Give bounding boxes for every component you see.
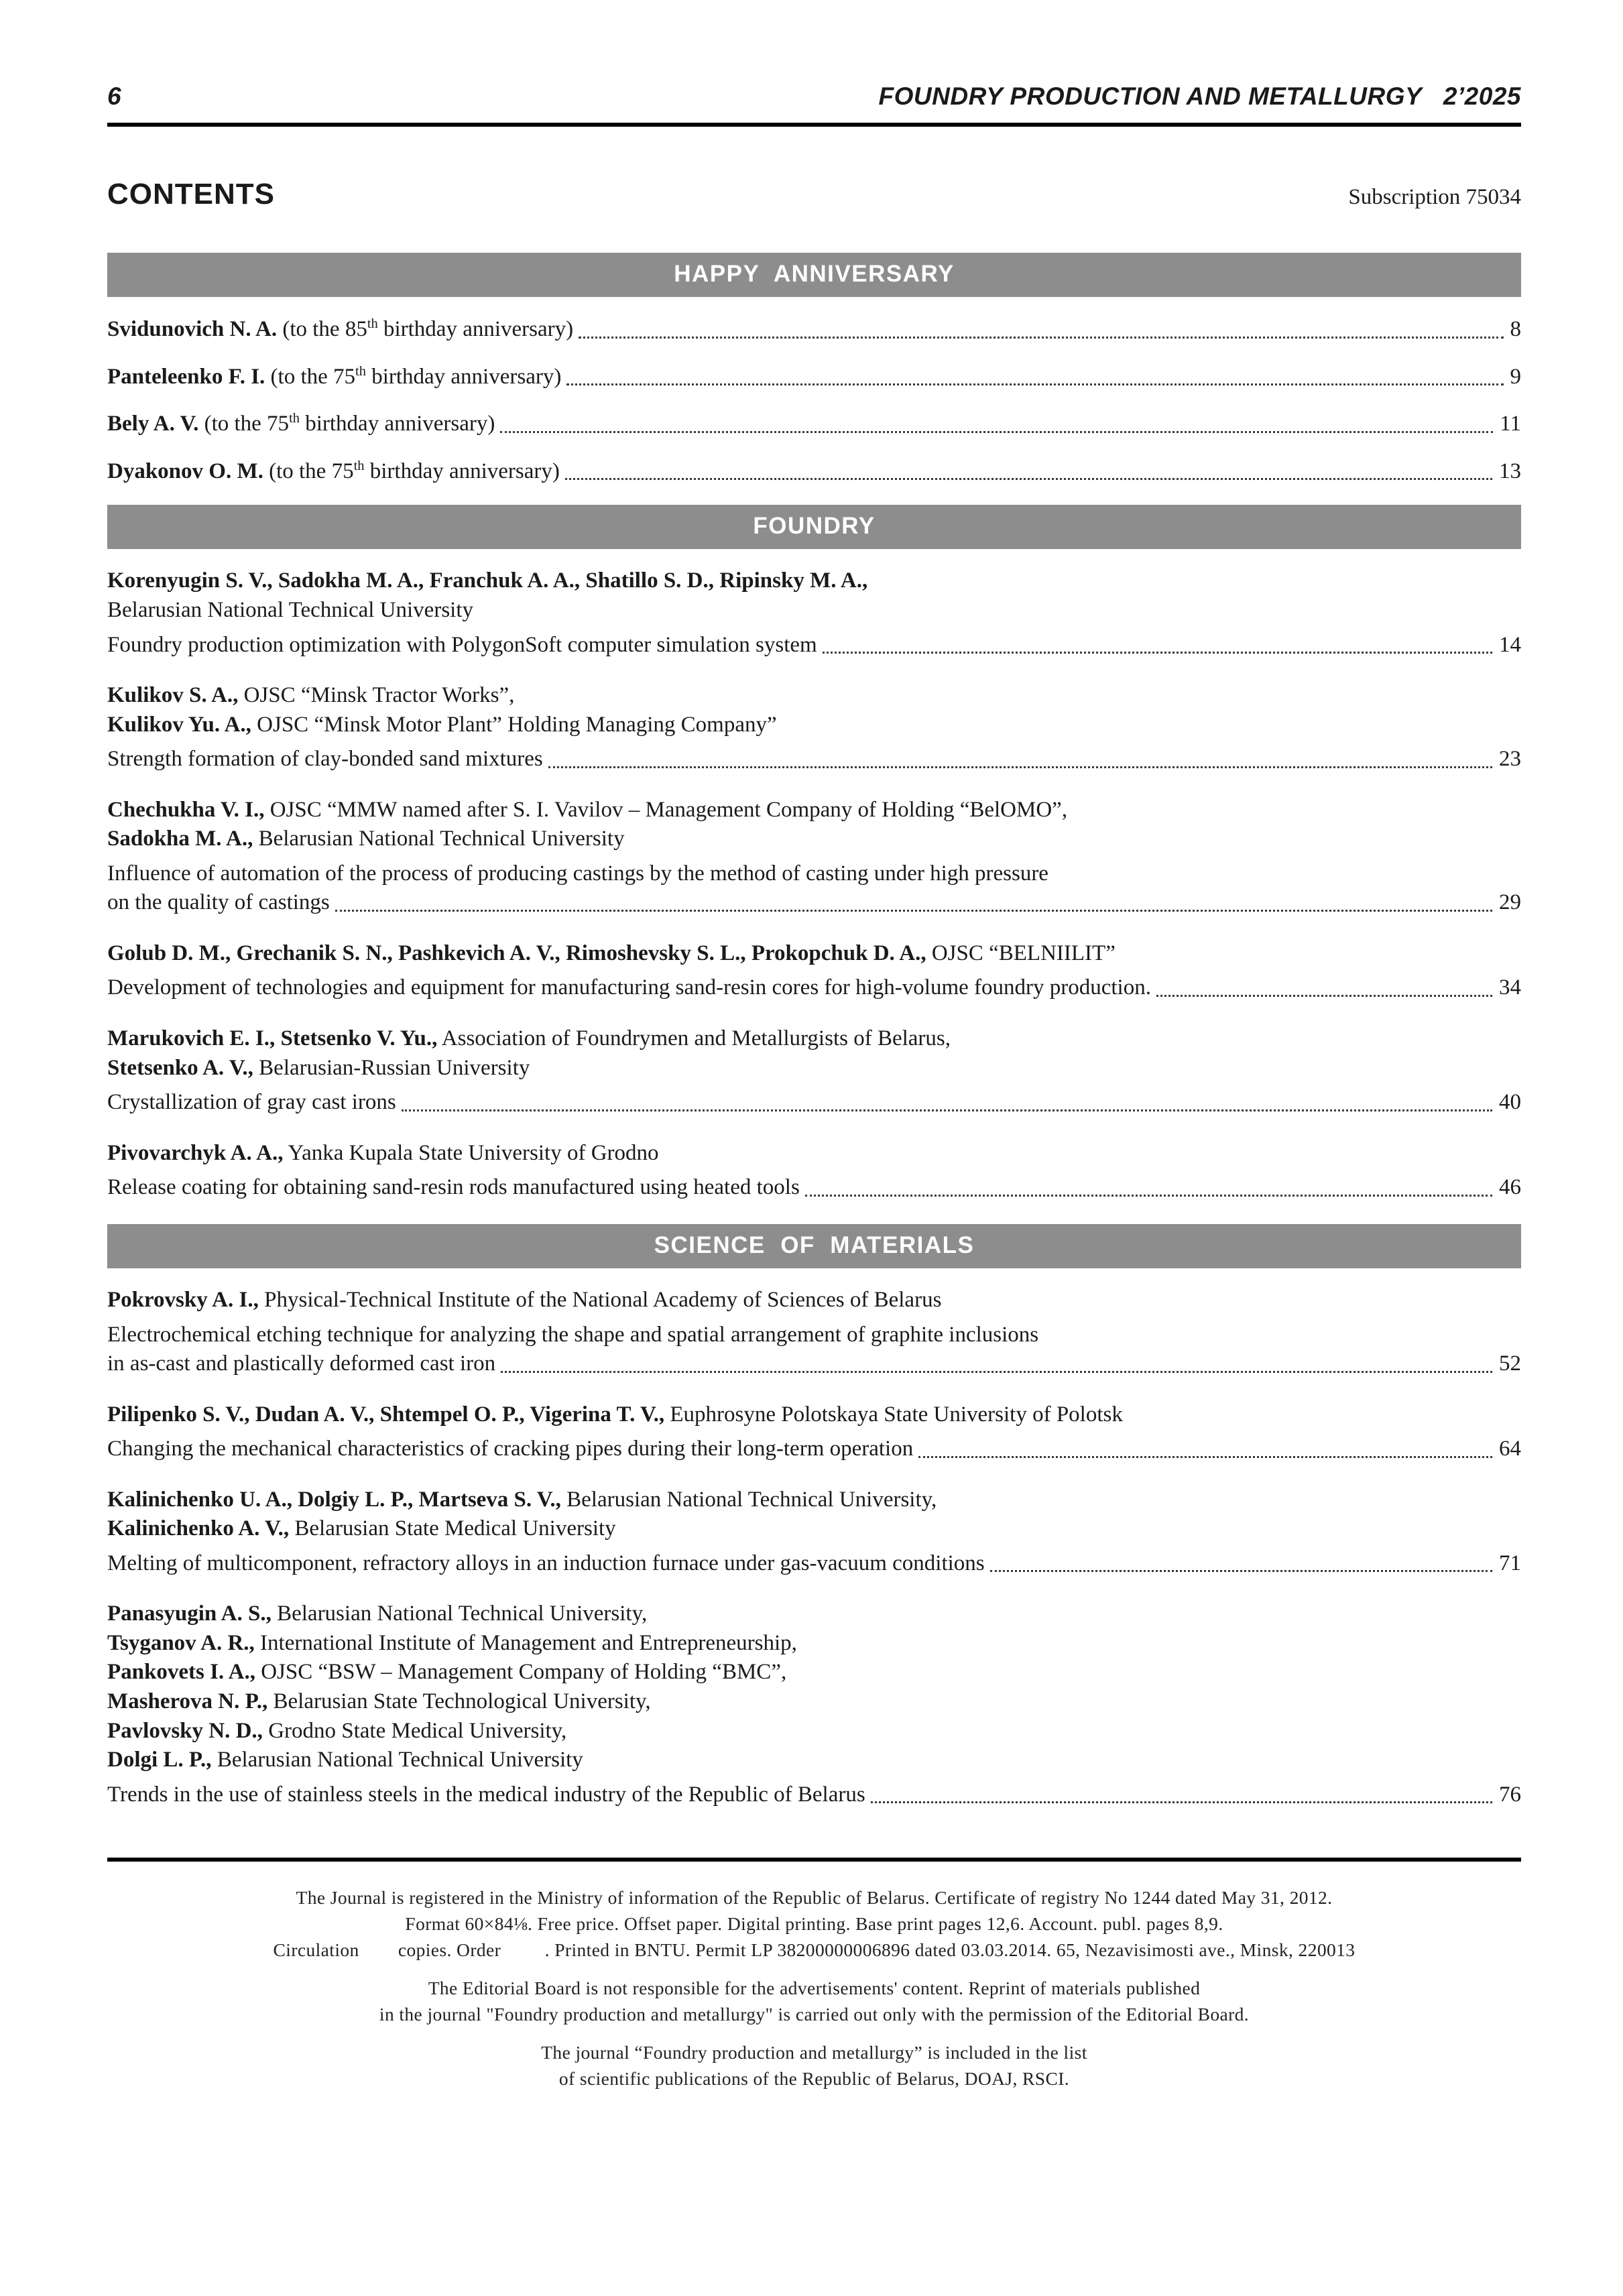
dot-leader	[500, 431, 1493, 433]
author-names: Pavlovsky N. D.,	[107, 1718, 263, 1743]
author-affiliation: OJSC “Minsk Motor Plant” Holding Managing Company”	[251, 712, 777, 737]
toc-entry	[107, 1486, 1521, 1579]
imprint-indexing	[107, 2039, 1521, 2092]
imprint-line: in the journal "Foundry production and metallurgy" is carried out only with the permission of the Editorial Board.	[379, 2004, 1250, 2025]
dot-leader	[918, 1456, 1492, 1458]
entry-title-row	[107, 1088, 1521, 1117]
entry-text	[107, 410, 495, 439]
author-names: Dolgi L. P.,	[107, 1748, 212, 1772]
entry-page-number: 64	[1499, 1437, 1521, 1461]
imprint-disclaimer	[107, 1975, 1521, 2027]
author-names: Marukovich E. I., Stetsenko V. Yu.,	[107, 1026, 438, 1051]
ordinal-suffix: th	[353, 458, 365, 473]
dot-leader	[335, 910, 1492, 912]
entry-authors	[107, 1054, 1521, 1083]
entry-title-row	[107, 1780, 1521, 1810]
author-affiliation: Belarusian National Technical University,	[271, 1602, 648, 1626]
entry-page-number: 52	[1499, 1351, 1521, 1376]
imprint-line: The journal “Foundry production and metallurgy” is included in the list	[541, 2042, 1087, 2063]
toc-entry	[107, 1400, 1521, 1464]
footer-rule	[107, 1858, 1521, 1862]
author-names: Pankovets I. A.,	[107, 1660, 255, 1685]
entry-authors	[107, 1629, 1521, 1658]
entry-title-row	[107, 1173, 1521, 1203]
author-names: Pivovarchyk A. A.,	[107, 1140, 284, 1165]
entry-authors	[107, 711, 1521, 740]
entry-author: Dyakonov O. M.	[107, 459, 263, 483]
entry-title: Melting of multicomponent, refractory alloys in an induction furnace under gas-vacuum conditions	[107, 1551, 985, 1575]
entry-author: Bely A. V.	[107, 412, 199, 436]
entry-title: Release coating for obtaining sand-resin rods manufactured using heated tools	[107, 1175, 800, 1200]
author-names: Kulikov Yu. A.,	[107, 712, 251, 737]
entry-title-row	[107, 1549, 1521, 1579]
entry-title: Strength formation of clay-bonded sand mixtures	[107, 747, 543, 772]
entry-title-row	[107, 973, 1521, 1003]
dot-leader	[823, 652, 1492, 654]
entry-authors	[107, 566, 1521, 596]
entry-title: Foundry production optimization with PolygonSoft computer simulation system	[107, 632, 817, 657]
author-affiliation: Belarusian State Medical University	[289, 1516, 616, 1541]
author-affiliation: Belarusian National Technical University	[211, 1748, 583, 1772]
author-affiliation: Association of Foundrymen and Metallurgists of Belarus,	[437, 1026, 951, 1051]
contents-heading: CONTENTS	[107, 177, 275, 210]
entry-authors	[107, 681, 1521, 711]
imprint-line: The Journal is registered in the Ministry of information of the Republic of Belarus. Certificate of registry No 1244 dated May 31, 2012.	[296, 1887, 1333, 1909]
author-affiliation: Belarusian National Technical University	[107, 598, 473, 623]
entry-authors	[107, 1514, 1521, 1544]
author-names: Panasyugin A. S.,	[107, 1602, 272, 1626]
author-affiliation: International Institute of Management and Entrepreneurship,	[254, 1630, 797, 1655]
entry-author: Svidunovich N. A.	[107, 317, 278, 342]
entry-authors	[107, 596, 1521, 625]
entry-authors	[107, 825, 1521, 854]
author-names: Pokrovsky A. I.,	[107, 1287, 259, 1312]
entry-authors	[107, 1024, 1521, 1054]
author-affiliation: OJSC “BELNIILIT”	[926, 941, 1116, 965]
ordinal-suffix: th	[355, 363, 366, 379]
entry-authors	[107, 1717, 1521, 1746]
entry-page-number: 40	[1499, 1090, 1521, 1115]
entry-title-row	[107, 888, 1521, 918]
entry-title-first-line: Electrochemical etching technique for analyzing the shape and spatial arrangement of graphite inclusions	[107, 1322, 1039, 1347]
author-affiliation: Belarusian National Technical University,	[560, 1487, 937, 1512]
dot-leader	[501, 1371, 1492, 1373]
entry-desc-post: birthday anniversary)	[365, 364, 562, 389]
running-header	[107, 80, 1521, 113]
section-banner-happy-anniversary: HAPPY ANNIVERSARY	[107, 253, 1521, 297]
entry-page-number: 76	[1499, 1782, 1521, 1807]
dot-leader	[805, 1195, 1492, 1197]
toc-entry	[107, 457, 1521, 487]
entry-title: Trends in the use of stainless steels in the medical industry of the Republic of Belarus	[107, 1782, 865, 1807]
author-names: Pilipenko S. V., Dudan A. V., Shtempel O. P., Vigerina T. V.,	[107, 1402, 665, 1427]
entry-author: Panteleenko F. I.	[107, 364, 265, 389]
entry-desc: (to the 75	[198, 412, 290, 436]
imprint-footer	[107, 1884, 1521, 2092]
entry-authors	[107, 1599, 1521, 1629]
author-names: Kalinichenko A. V.,	[107, 1516, 290, 1541]
toc-entry	[107, 1139, 1521, 1203]
entry-text	[107, 315, 573, 345]
entry-title: Crystallization of gray cast irons	[107, 1090, 396, 1115]
ordinal-suffix: th	[289, 411, 300, 426]
author-names: Kalinichenko U. A., Dolgiy L. P., Martseva S. V.,	[107, 1487, 561, 1512]
author-affiliation: Grodno State Medical University,	[262, 1718, 567, 1743]
author-names: Korenyugin S. V., Sadokha M. A., Franchuk A. A., Shatillo S. D., Ripinsky M. A.,	[107, 568, 868, 593]
entry-authors	[107, 1687, 1521, 1717]
entry-desc: (to the 75	[265, 364, 356, 389]
entry-authors	[107, 1658, 1521, 1687]
toc-entry	[107, 363, 1521, 392]
dot-leader	[579, 337, 1503, 339]
dot-leader	[565, 478, 1492, 480]
entry-authors	[107, 1139, 1521, 1168]
entry-title-row	[107, 631, 1521, 660]
section-banner-foundry: FOUNDRY	[107, 505, 1521, 549]
entry-desc-post: birthday anniversary)	[364, 459, 560, 483]
author-names: Tsyganov A. R.,	[107, 1630, 255, 1655]
author-names: Sadokha M. A.,	[107, 827, 253, 851]
entry-title-row	[107, 1435, 1521, 1464]
entry-page-number: 34	[1499, 975, 1521, 1000]
author-affiliation: Belarusian-Russian University	[253, 1055, 530, 1080]
author-affiliation: Physical-Technical Institute of the National Academy of Sciences of Belarus	[258, 1287, 942, 1312]
entry-title-row	[107, 745, 1521, 774]
entry-page-number: 8	[1510, 317, 1521, 342]
dot-leader	[871, 1801, 1492, 1803]
dot-leader	[990, 1570, 1492, 1572]
author-names: Masherova N. P.,	[107, 1689, 268, 1713]
entry-authors	[107, 1286, 1521, 1315]
imprint-line: Format 60×84⅛. Free price. Offset paper. Digital printing. Base print pages 12,6. Account. publ. pages 8,9.	[405, 1913, 1223, 1935]
entry-title-first-line: Influence of automation of the process of producing castings by the method of casting under high pressure	[107, 861, 1048, 886]
entry-authors	[107, 1486, 1521, 1515]
toc-entry	[107, 796, 1521, 918]
imprint-line: The Editorial Board is not responsible for the advertisements' content. Reprint of materials published	[428, 1978, 1201, 1999]
toc-entry	[107, 681, 1521, 774]
entry-page-number: 71	[1499, 1551, 1521, 1575]
toc-entry	[107, 566, 1521, 660]
header-rule	[107, 123, 1521, 127]
author-names: Golub D. M., Grechanik S. N., Pashkevich A. V., Rimoshevsky S. L., Prokopchuk D. A.,	[107, 941, 926, 965]
entry-authors	[107, 1746, 1521, 1775]
entry-authors	[107, 796, 1521, 825]
toc-entry	[107, 1599, 1521, 1809]
section-banner-science-of-materials: SCIENCE OF MATERIALS	[107, 1224, 1521, 1268]
author-names: Stetsenko A. V.,	[107, 1055, 253, 1080]
entry-text	[107, 457, 560, 487]
dot-leader	[402, 1109, 1492, 1111]
entry-page-number: 23	[1499, 747, 1521, 772]
imprint-line: Circulation copies. Order . Printed in BNTU. Permit LP 38200000006896 dated 03.03.2014. 65, Nezavisimosti ave., Minsk, 220013	[273, 1939, 1356, 1961]
entry-page-number: 11	[1500, 412, 1521, 436]
toc-entry	[107, 939, 1521, 1003]
entry-authors	[107, 1400, 1521, 1430]
author-affiliation: Belarusian National Technical University	[253, 827, 625, 851]
author-names: Chechukha V. I.,	[107, 797, 265, 822]
dot-leader	[566, 383, 1503, 385]
dot-leader	[548, 766, 1492, 768]
entry-page-number: 13	[1499, 459, 1521, 483]
entry-desc: (to the 85	[277, 317, 367, 342]
author-affiliation: Belarusian State Technological University,	[267, 1689, 651, 1713]
entry-page-number: 29	[1499, 890, 1521, 915]
entry-page-number: 9	[1510, 364, 1521, 389]
author-affiliation: Euphrosyne Polotskaya State University of Polotsk	[664, 1402, 1123, 1427]
ordinal-suffix: th	[367, 316, 378, 332]
toc-entry	[107, 1024, 1521, 1117]
entry-title: Development of technologies and equipment for manufacturing sand-resin cores for high-volume foundry production.	[107, 975, 1151, 1000]
contents-header-row	[107, 175, 1521, 214]
entry-desc: (to the 75	[263, 459, 354, 483]
imprint-registration	[107, 1884, 1521, 1963]
entry-desc-post: birthday anniversary)	[299, 412, 495, 436]
entry-title: Changing the mechanical characteristics of cracking pipes during their long-term operation	[107, 1437, 914, 1461]
toc-entry	[107, 1286, 1521, 1379]
toc-entry	[107, 315, 1521, 345]
entry-title-row	[107, 1349, 1521, 1379]
author-names: Kulikov S. A.,	[107, 683, 239, 708]
entry-title: in as-cast and plastically deformed cast iron	[107, 1351, 496, 1376]
author-affiliation: OJSC “BSW – Management Company of Holding “BMC”,	[255, 1660, 787, 1685]
toc-entry	[107, 410, 1521, 439]
entry-page-number: 46	[1499, 1175, 1521, 1200]
entry-title: on the quality of castings	[107, 890, 330, 915]
entry-desc-post: birthday anniversary)	[377, 317, 574, 342]
author-affiliation: OJSC “MMW named after S. I. Vavilov – Management Company of Holding “BelOMO”,	[264, 797, 1068, 822]
dot-leader	[1156, 995, 1492, 997]
page-folio: 6	[107, 82, 122, 110]
author-affiliation: Yanka Kupala State University of Grodno	[283, 1140, 659, 1165]
journal-running-title: FOUNDRY PRODUCTION AND METALLURGY 2’2025	[878, 82, 1521, 110]
author-affiliation: OJSC “Minsk Tractor Works”,	[238, 683, 515, 708]
entry-page-number: 14	[1499, 632, 1521, 657]
imprint-line: of scientific publications of the Republic of Belarus, DOAJ, RSCI.	[558, 2068, 1070, 2090]
subscription-number: Subscription 75034	[1348, 184, 1521, 209]
entry-text	[107, 363, 561, 392]
entry-authors	[107, 939, 1521, 969]
